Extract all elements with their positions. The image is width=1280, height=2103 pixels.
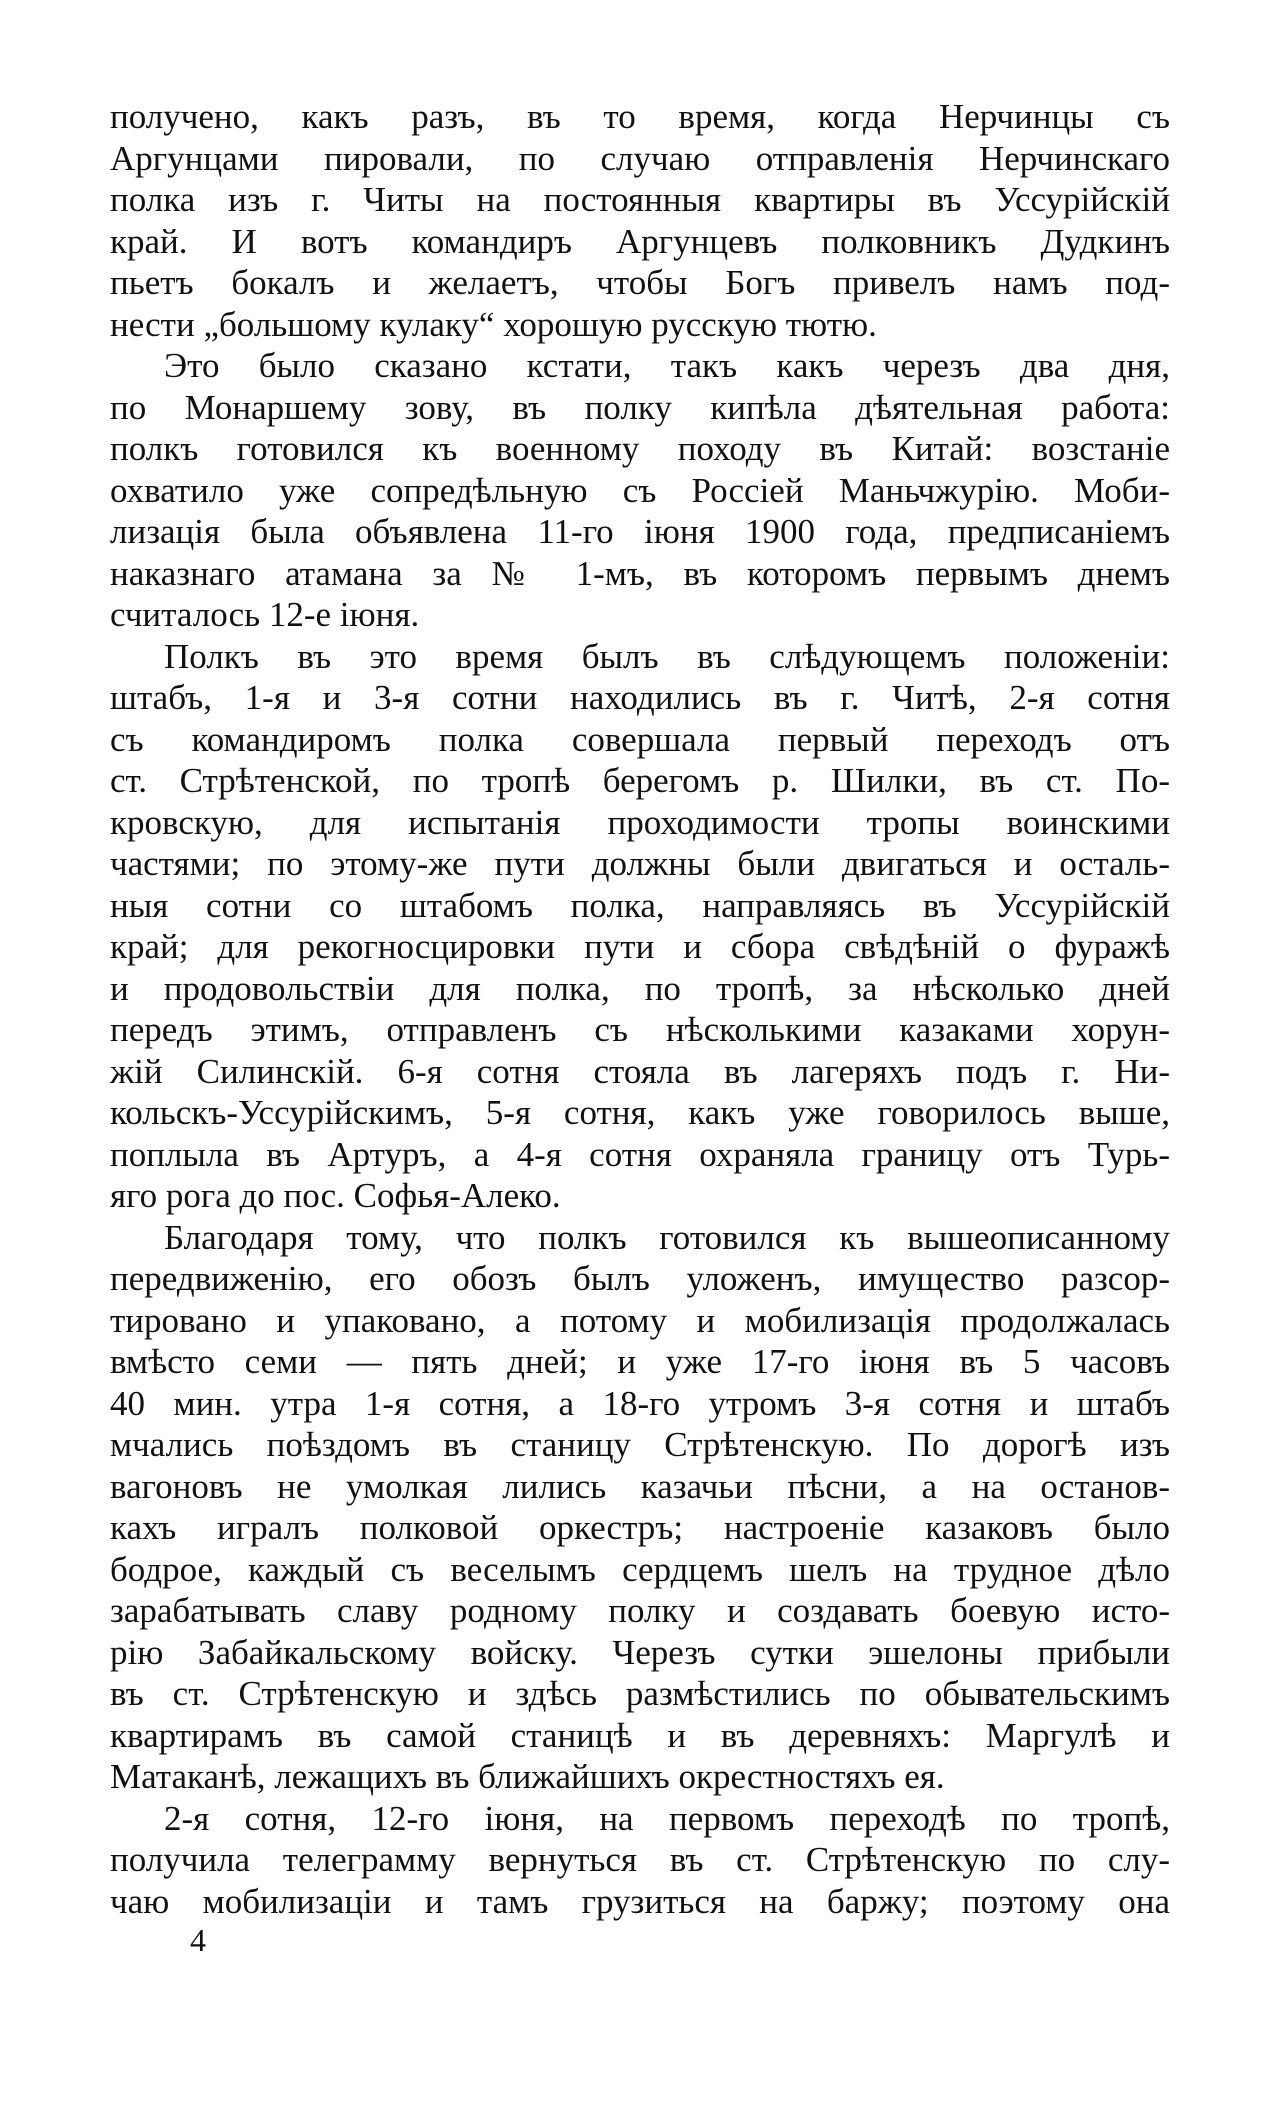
text-line: кровскую, для испытанія проходимости тропы воинскими [110,802,1170,842]
text-line: зарабатывать славу родному полку и создавать боевую исто- [110,1591,1170,1630]
text-line: бодрое, каждый съ веселымъ сердцемъ шелъ на трудное дѣло [110,1549,1170,1589]
text-line: ст. Стрѣтенской, по тропѣ берегомъ р. Шилки, въ ст. По- [110,761,1170,800]
text-line: Благодаря тому, что полкъ готовился къ вышеописанному [164,1217,1170,1257]
text-line: мчались поѣздомъ въ станицу Стрѣтенскую. По дорогѣ изъ [110,1425,1170,1464]
text-line: кахъ игралъ полковой оркестръ; настроеніе казаковъ было [110,1508,1170,1547]
text-line: вагоновъ не умолкая лились казачьи пѣсни, а на останов- [110,1466,1170,1506]
text-line: частями; по этому-же пути должны были двигаться и осталь- [110,844,1170,883]
text-line: яго рога до пос. Софья-Алеко. [110,1176,561,1215]
paragraph [110,96,1170,345]
text-line: передвиженію, его обозъ былъ уложенъ, имущество разсор- [110,1259,1170,1298]
text-line: кольскъ-Уссурійскимъ, 5-я сотня, какъ уже говорилось выше, [110,1093,1170,1132]
text-line: въ ст. Стрѣтенскую и здѣсь размѣстились по обывательскимъ [110,1674,1170,1713]
text-line: съ командиромъ полка совершала первый переходъ отъ [110,719,1170,759]
text-line: полка изъ г. Читы на постоянныя квартиры въ Уссурійскій [110,180,1170,219]
text-line: получено, какъ разъ, въ то время, когда Нерчинцы съ [110,97,1170,136]
paragraph [110,1217,1170,1798]
text-line: охватило уже сопредѣльную съ Россіей Маньчжурію. Моби- [110,470,1170,510]
text-line: по Монаршему зову, въ полку кипѣла дѣятельная работа: [110,387,1170,427]
text-line: чаю мобилизаціи и тамъ грузиться на баржу; поэтому она [110,1881,1170,1921]
text-line: нести „большому кулаку“ хорошую русскую тютю. [110,304,877,344]
text-line: Это было сказано кстати, такъ какъ черезъ два дня, [164,346,1170,385]
text-line: тировано и упаковано, а потому и мобилизація продолжалась [110,1300,1170,1340]
paragraph [110,1798,1170,1923]
text-line: край; для рекогносцировки пути и сбора свѣдѣній о фуражѣ [110,927,1170,966]
text-line: считалось 12-е іюня. [110,595,420,634]
text-line: лизація была объявлена 11-го іюня 1900 года, предписаніемъ [110,512,1170,551]
text-line: 2-я сотня, 12-го іюня, на первомъ переходѣ по тропѣ, [164,1798,1170,1838]
page-number: 4 [190,1922,206,1958]
text-line: наказнаго атамана за № 1-мъ, въ которомъ первымъ днемъ [110,553,1170,593]
text-line: Полкъ въ это время былъ въ слѣдующемъ положеніи: [164,636,1170,676]
text-line: вмѣсто семи — пять дней; и уже 17-го іюня въ 5 часовъ [110,1342,1170,1381]
text-line: поплыла въ Артуръ, а 4-я сотня охраняла границу отъ Турь- [110,1134,1170,1174]
text-line: Аргунцами пировали, по случаю отправленія Нерчинскаго [110,138,1170,178]
text-line: ныя сотни со штабомъ полка, направляясь въ Уссурійскій [110,885,1170,925]
paragraph [110,345,1170,636]
body-text [110,96,1170,1922]
text-line: получила телеграмму вернуться въ ст. Стрѣтенскую по слу- [110,1840,1170,1879]
text-line: 40 мин. утра 1-я сотня, а 18-го утромъ 3-я сотня и штабъ [110,1383,1170,1423]
text-line: штабъ, 1-я и 3-я сотни находились въ г. Читѣ, 2-я сотня [110,678,1170,717]
text-line: передъ этимъ, отправленъ съ нѣсколькими казаками хорун- [110,1010,1170,1049]
text-line: край. И вотъ командиръ Аргунцевъ полковникъ Дудкинъ [110,221,1170,261]
text-line: жій Силинскій. 6-я сотня стояла въ лагеряхъ подъ г. Ни- [110,1051,1170,1091]
text-line: Матаканѣ, лежащихъ въ ближайшихъ окрестностяхъ ея. [110,1757,945,1796]
text-line: квартирамъ въ самой станицѣ и въ деревняхъ: Маргулѣ и [110,1715,1170,1755]
text-line: полкъ готовился къ военному походу въ Китай: возстаніе [110,429,1170,468]
text-line: рію Забайкальскому войску. Черезъ сутки эшелоны прибыли [110,1632,1170,1672]
paragraph [110,636,1170,1217]
text-line: и продовольствіи для полка, по тропѣ, за нѣсколько дней [110,968,1170,1008]
text-line: пьетъ бокалъ и желаетъ, чтобы Богъ привелъ намъ под- [110,263,1170,302]
